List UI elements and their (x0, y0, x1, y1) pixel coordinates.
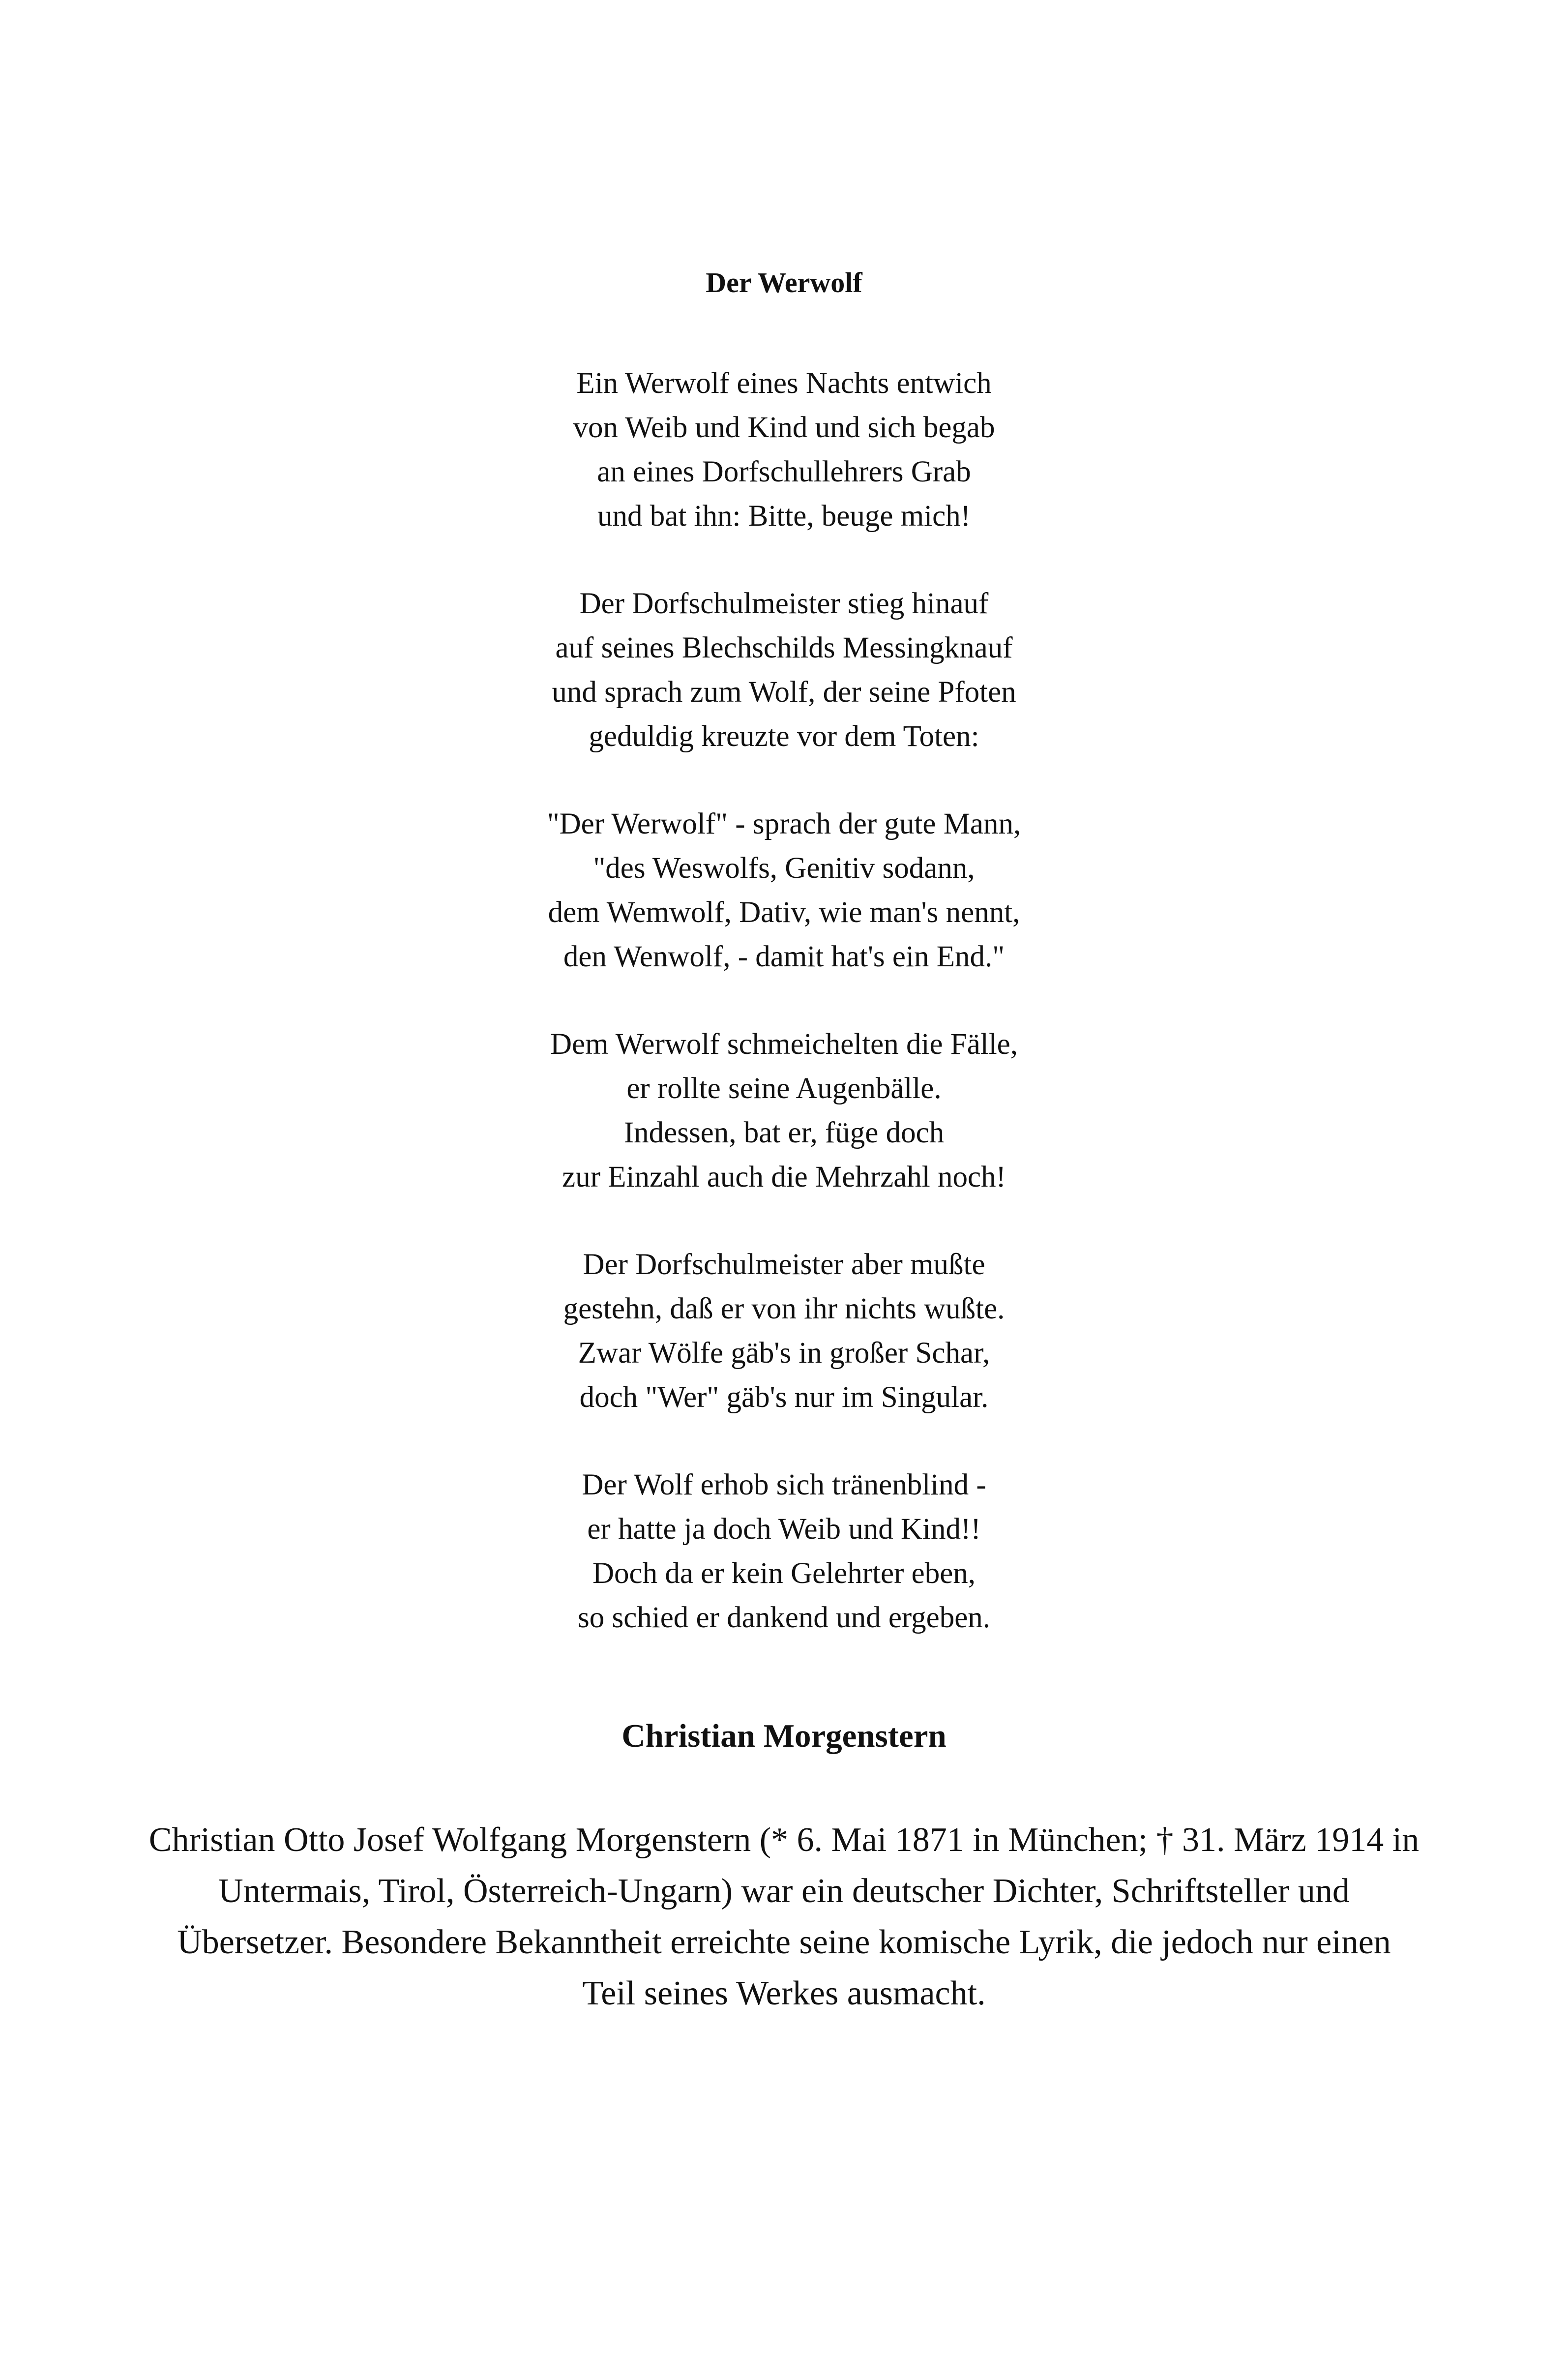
poem-line: den Wenwolf, - damit hat's ein End." (563, 940, 1005, 973)
poem-line: Der Wolf erhob sich tränenblind - (582, 1468, 986, 1501)
author-name: Christian Morgenstern (621, 1718, 947, 1754)
poem-line: "Der Werwolf" - sprach der gute Mann, (547, 807, 1021, 840)
poem-title: Der Werwolf (706, 267, 862, 298)
stanza-2 (0, 582, 1568, 759)
poem-line: Der Dorfschulmeister stieg hinauf (579, 587, 989, 620)
poem-line: gestehn, daß er von ihr nichts wußte. (563, 1292, 1005, 1325)
poem-line: dem Wemwolf, Dativ, wie man's nennt, (548, 896, 1020, 929)
poem-line: Dem Werwolf schmeichelten die Fälle, (550, 1028, 1018, 1061)
stanza-3 (0, 802, 1568, 979)
poem-line: Doch da er kein Gelehrter eben, (592, 1557, 976, 1590)
poem-line: auf seines Blechschilds Messingknauf (555, 631, 1013, 664)
poem-line: Indessen, bat er, füge doch (623, 1116, 945, 1149)
poem-line: Ein Werwolf eines Nachts entwich (576, 367, 992, 400)
poem-line: zur Einzahl auch die Mehrzahl noch! (562, 1161, 1006, 1194)
poem-line: "des Weswolfs, Genitiv sodann, (593, 852, 975, 885)
stanza-5 (0, 1243, 1568, 1420)
poem-line: doch "Wer" gäb's nur im Singular. (579, 1381, 989, 1414)
poem-line: so schied er dankend und ergeben. (577, 1601, 991, 1634)
poem-body (0, 361, 1568, 1683)
poem-line: Zwar Wölfe gäb's in großer Schar, (578, 1337, 990, 1370)
poem-line: Der Dorfschulmeister aber mußte (583, 1248, 985, 1281)
poem-line: er hatte ja doch Weib und Kind!! (587, 1513, 981, 1546)
poem-line: geduldig kreuzte vor dem Toten: (589, 720, 979, 753)
poem-line: und bat ihn: Bitte, beuge mich! (597, 500, 971, 533)
stanza-1 (0, 361, 1568, 538)
stanza-4 (0, 1022, 1568, 1199)
poem-line: von Weib und Kind und sich begab (573, 411, 995, 444)
poem-line: und sprach zum Wolf, der seine Pfoten (552, 676, 1016, 709)
poem-line: an eines Dorfschullehrers Grab (597, 455, 971, 488)
poem-line: er rollte seine Augenbälle. (626, 1072, 942, 1105)
stanza-6 (0, 1463, 1568, 1640)
author-bio: Christian Otto Josef Wolfgang Morgenstern (* 6. Mai 1871 in München; † 31. März 1914 in Untermais, Tirol, Österreich-Ungarn) war ein deutscher Dichter, Schriftsteller und Übersetzer. Besondere Bekanntheit erreichte seine komische Lyrik, die jedoch nur einen Teil seines Werkes ausmacht. (148, 1821, 1420, 2012)
